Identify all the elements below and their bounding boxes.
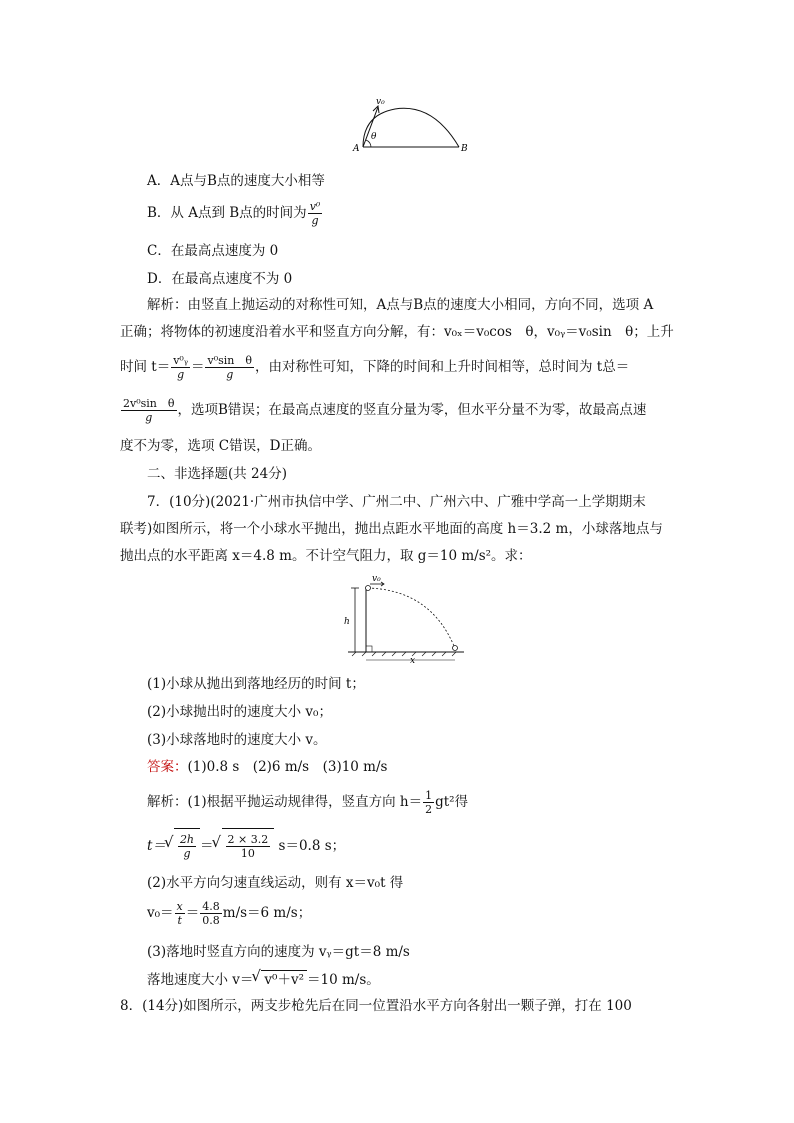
frac2-den: g: [226, 368, 234, 381]
sqrt-1: [174, 828, 200, 863]
frac3-num: 2v⁰sin θ: [123, 397, 175, 410]
sqrt1-frac: [178, 833, 196, 860]
analysis-4-frac: [121, 397, 177, 424]
q7-analysis-1: [147, 787, 468, 817]
v0f1-den: t: [177, 914, 182, 927]
horizontal-throw-figure: [340, 572, 470, 664]
analysis-line-3: 时间 t＝ $\frac{\text{v⁰ᵧ}}{g}$ ＝ $\frac{\text{v⁰sin θ}}{g}$ ，由对称性可知，下降的时间和上升时间相等，总时间为 t总＝: [120, 354, 630, 381]
option-b-denominator: g: [311, 214, 319, 227]
q7-v0-formula: [147, 898, 311, 928]
q7-time-formula: [147, 828, 345, 863]
sqrt2-frac: [226, 833, 271, 860]
option-b-fraction: [308, 200, 323, 227]
q7-sub-2: (2)小球抛出时的速度大小 v₀；: [147, 704, 332, 720]
frac2-num: v⁰sin θ: [207, 354, 252, 367]
section-heading: 二、非选择题(共 24分): [147, 466, 288, 482]
option-b: [147, 198, 323, 228]
frac1-den: g: [177, 368, 185, 381]
label-a: A: [353, 144, 360, 154]
v0-prefix: v₀＝: [147, 905, 174, 921]
ana4-suffix: ＝10 m/s。: [307, 972, 380, 988]
q7-sub-3: (3)小球落地时的速度大小 v。: [147, 732, 327, 748]
q7-ana1-suffix: gt²得: [435, 794, 469, 810]
half-den: 2: [425, 803, 433, 816]
q7-analysis-3: (3)落地时竖直方向的速度为 vᵧ＝gt＝8 m/s: [147, 944, 410, 960]
option-b-numerator: v⁰: [309, 200, 321, 213]
ground-hatching: [352, 652, 456, 656]
t-equals: ＝: [200, 838, 214, 854]
label-v0: v₀: [376, 97, 385, 107]
ball-start: [366, 586, 371, 591]
analysis-4-suffix: ，选项B错误；在最高点速度的竖直分量为零，但水平分量不为零，故最高点速: [177, 402, 647, 418]
trajectory-arc: [363, 108, 459, 147]
half-num: 1: [425, 789, 433, 802]
option-d: D．在最高点速度不为 0: [147, 271, 293, 287]
q8-line-1: 8．(14分)如图所示，两支步枪先后在同一位置沿水平方向各射出一颗子弹，打在 100: [120, 998, 632, 1014]
q7-line-2: 联考)如图所示，将一个小球水平抛出，抛出点距水平地面的高度 h＝3.2 m，小球落地点与: [120, 521, 663, 537]
q7-line-3: 抛出点的水平距离 x＝4.8 m。不计空气阻力，取 g＝10 m/s²。求：: [120, 548, 532, 564]
analysis-line-1: 解析：由竖直上抛运动的对称性可知，A点与B点的速度大小相同，方向不同，选项 A: [147, 297, 654, 313]
analysis-line-2: 正确；将物体的初速度沿着水平和竖直方向分解，有：v₀ₓ＝v₀cos θ，v₀ᵧ＝v₀sin θ；上升: [120, 324, 674, 340]
q7-answer: [147, 758, 387, 776]
sqrt2-num: √ 2 × 3.2: [227, 833, 269, 846]
answer-label: 答案：: [147, 759, 188, 775]
t-prefix: t＝: [147, 838, 166, 854]
ball-landing: [453, 646, 458, 651]
q7-ana1-prefix: 解析：(1)根据平抛运动规律得，竖直方向 h＝: [147, 794, 423, 810]
sqrt2-den: 10: [240, 847, 255, 860]
analysis-3-prefix: 时间 t＝: [120, 359, 171, 375]
analysis-line-5: 度不为零，选项 C错误，D正确。: [120, 438, 321, 454]
q7-analysis-4: [147, 970, 380, 989]
label-v0-2: v₀: [372, 574, 381, 584]
sqrt3-content: v⁰＋v²: [264, 972, 304, 988]
sqrt-3: [261, 970, 307, 989]
label-x: x: [410, 656, 416, 664]
sqrt1-num: √ 2h: [179, 833, 195, 846]
q7-line-1: 7．(10分)(2021·广州市执信中学、广州二中、广州六中、广雅中学高一上学期期末: [147, 494, 646, 510]
label-b: B: [461, 144, 468, 154]
label-theta: θ: [371, 132, 377, 142]
frac1-num: v⁰ᵧ: [173, 354, 188, 367]
ana4-prefix: 落地速度大小 v＝: [147, 972, 254, 988]
analysis-3-suffix: ，由对称性可知，下降的时间和上升时间相等，总时间为 t总＝: [254, 359, 630, 375]
label-h: h: [344, 617, 350, 627]
v0f2-den: 0.8: [202, 914, 220, 927]
frac3-den: g: [145, 411, 153, 424]
v0-frac2: [200, 900, 222, 927]
option-b-text: B．从 A点到 B点的时间为: [147, 205, 307, 221]
v0-frac1: [175, 900, 185, 927]
t-result: s＝0.8 s；: [274, 838, 346, 854]
q7-analysis-2: (2)水平方向匀速直线运动，则有 x＝v₀t 得: [147, 875, 404, 891]
q7-sub-1: (1)小球从抛出到落地经历的时间 t；: [147, 676, 365, 692]
analysis-3-frac2: [205, 354, 254, 381]
sqrt1-den: g: [183, 847, 191, 860]
v0-equals: ＝: [185, 905, 200, 921]
v0f1-num: x: [176, 900, 183, 913]
half-fraction: [423, 789, 434, 816]
option-c: C．在最高点速度为 0: [147, 243, 279, 259]
v0-result: m/s＝6 m/s；: [222, 905, 312, 921]
option-a: A．A点与B点的速度大小相等: [147, 173, 325, 189]
right-angle-mark: [366, 646, 372, 652]
sqrt-2: [222, 828, 275, 863]
analysis-3-frac1: [171, 354, 190, 381]
projectile-arc-figure: [345, 93, 475, 155]
v0f2-num: 4.8: [202, 900, 220, 913]
answer-text: (1)0.8 s (2)6 m/s (3)10 m/s: [187, 759, 388, 775]
analysis-line-4: [120, 395, 646, 425]
trajectory-dashed: [368, 588, 454, 646]
